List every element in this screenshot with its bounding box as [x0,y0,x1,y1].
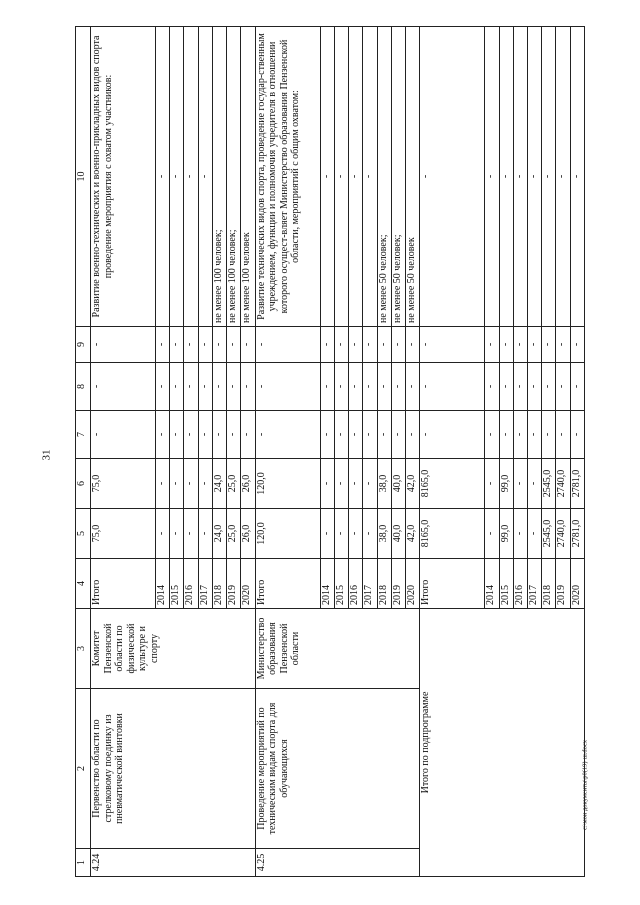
value-c7: - [542,411,556,459]
total-value-col-8: - [255,363,320,411]
year-cell: 2016 [184,559,198,609]
value-c8: - [556,363,570,411]
year-cell: 2016 [349,559,363,609]
year-cell: 2015 [499,559,513,609]
year-cell: 2014 [485,559,499,609]
value-c8: - [334,363,348,411]
value-c6: - [156,459,170,509]
value-c5: 24,0 [212,509,226,559]
value-c9: - [198,327,212,363]
value-c7: - [156,411,170,459]
value-c8: - [156,363,170,411]
value-c6: - [485,459,499,509]
activity-name: Проведение мероприятий по техническим видам спорта для обучающихся [255,689,420,849]
value-c9: - [170,327,184,363]
year-cell: 2014 [320,559,334,609]
result-note: - [363,27,377,327]
value-c8: - [570,363,584,411]
value-c7: - [527,411,541,459]
value-c7: - [499,411,513,459]
result-note: - [513,27,527,327]
value-c9: - [363,327,377,363]
value-c5: 42,0 [406,509,420,559]
value-c9: - [499,327,513,363]
value-c8: - [363,363,377,411]
value-c9: - [334,327,348,363]
year-cell: 2015 [170,559,184,609]
value-c8: - [320,363,334,411]
year-cell: 2018 [542,559,556,609]
result-note: - [499,27,513,327]
value-c7: - [212,411,226,459]
value-c9: - [485,327,499,363]
value-c5: - [363,509,377,559]
year-cell: 2020 [570,559,584,609]
value-c5: - [334,509,348,559]
value-c6: 25,0 [227,459,241,509]
header-col-5: 5 [76,509,91,559]
header-col-10: 10 [76,27,91,327]
value-c8: - [241,363,255,411]
value-c6: - [320,459,334,509]
value-c6: - [184,459,198,509]
value-c9: - [391,327,405,363]
value-c8: - [212,363,226,411]
value-c9: - [320,327,334,363]
header-col-4: 4 [76,559,91,609]
total-value-col-6: 8165,0 [420,459,485,509]
value-c6: - [334,459,348,509]
value-c8: - [499,363,513,411]
value-c7: - [363,411,377,459]
value-c6: 26,0 [241,459,255,509]
activities-table [75,26,585,877]
value-c6: - [513,459,527,509]
executor-name: Министерство образования Пензенской области [255,609,420,689]
year-cell: 2019 [391,559,405,609]
year-cell: 2017 [363,559,377,609]
subprogram-total-label: Итого по подпрограмме [420,609,585,877]
value-c5: - [320,509,334,559]
value-c7: - [556,411,570,459]
value-c8: - [349,363,363,411]
year-cell: 2016 [513,559,527,609]
total-value-col-9: - [255,327,320,363]
value-c9: - [527,327,541,363]
result-note: - [556,27,570,327]
result-note: - [527,27,541,327]
total-row [91,27,156,877]
total-value-col-6: 75,0 [91,459,156,509]
value-c8: - [527,363,541,411]
year-cell: 2019 [556,559,570,609]
value-c7: - [184,411,198,459]
value-c5: - [198,509,212,559]
total-value-col-9: - [420,327,485,363]
result-note: не менее 50 человек; [391,27,405,327]
total-value-col-9: - [91,327,156,363]
value-c9: - [156,327,170,363]
value-c6: 40,0 [391,459,405,509]
value-c5: 2740,0 [556,509,570,559]
value-c5: - [485,509,499,559]
executor-name: Комитет Пензенской области по физической культуре и спорту [91,609,256,689]
year-cell: 2020 [406,559,420,609]
value-c8: - [406,363,420,411]
value-c5: 25,0 [227,509,241,559]
value-c7: - [406,411,420,459]
header-col-6: 6 [76,459,91,509]
value-c7: - [334,411,348,459]
total-row [255,27,320,877]
value-c7: - [377,411,391,459]
result-note: - [334,27,348,327]
total-label-cell: Итого [255,559,320,609]
value-c7: - [241,411,255,459]
activity-name: Первенство области по стрелковому поединку из пневматической винтовки [91,689,256,849]
value-c5: - [513,509,527,559]
value-c5: 38,0 [377,509,391,559]
value-c5: 26,0 [241,509,255,559]
value-c7: - [349,411,363,459]
year-cell: 2015 [334,559,348,609]
total-value-col-7: - [91,411,156,459]
result-note: не менее 100 человек; [212,27,226,327]
value-c8: - [184,363,198,411]
header-col-2: 2 [76,689,91,849]
page-number: 31 [40,449,52,461]
header-col-9: 9 [76,327,91,363]
value-c9: - [513,327,527,363]
rotated-sheet [75,27,585,877]
value-c9: - [212,327,226,363]
value-c9: - [556,327,570,363]
footer-file-path: c:\мои документы\р0(19)-ш.docx [581,740,589,831]
value-c6: - [527,459,541,509]
total-row [420,27,485,877]
value-c6: - [363,459,377,509]
total-value-col-7: - [255,411,320,459]
landscape-content [75,27,585,877]
value-c7: - [485,411,499,459]
total-value-col-8: - [91,363,156,411]
value-c6: - [198,459,212,509]
value-c9: - [241,327,255,363]
value-c7: - [227,411,241,459]
value-c7: - [391,411,405,459]
total-label-cell: Итого [91,559,156,609]
result-description: Развитие технических видов спорта, проведение государ-ственным учреждением, функции и полномочия учредителя в отношении которого осущест-вляет Министерство образования Пензенской области, мероприятий с общим охватом: [255,27,320,327]
value-c9: - [570,327,584,363]
value-c8: - [227,363,241,411]
value-c7: - [513,411,527,459]
year-cell: 2014 [156,559,170,609]
value-c8: - [391,363,405,411]
activity-number: 4.24 [91,849,256,877]
value-c5: 40,0 [391,509,405,559]
value-c5: 2545,0 [542,509,556,559]
value-c8: - [513,363,527,411]
total-value-col-8: - [420,363,485,411]
value-c6: 2781,0 [570,459,584,509]
value-c6: 42,0 [406,459,420,509]
year-cell: 2017 [198,559,212,609]
value-c9: - [542,327,556,363]
year-cell: 2018 [212,559,226,609]
activity-number: 4.25 [255,849,420,877]
header-col-7: 7 [76,411,91,459]
value-c9: - [227,327,241,363]
total-value-col-5: 75,0 [91,509,156,559]
result-note: - [156,27,170,327]
total-value-col-6: 120,0 [255,459,320,509]
result-note: не менее 50 человек; [377,27,391,327]
value-c5: - [349,509,363,559]
total-label-cell: Итого [420,559,485,609]
value-c6: 2740,0 [556,459,570,509]
value-c6: 24,0 [212,459,226,509]
header-col-3: 3 [76,609,91,689]
result-note: не менее 100 человек [241,27,255,327]
value-c5: 2781,0 [570,509,584,559]
result-note: - [485,27,499,327]
value-c9: - [377,327,391,363]
year-cell: 2019 [227,559,241,609]
value-c8: - [542,363,556,411]
total-value-col-7: - [420,411,485,459]
value-c7: - [198,411,212,459]
value-c9: - [406,327,420,363]
header-col-1: 1 [76,849,91,877]
value-c6: - [170,459,184,509]
result-note: - [198,27,212,327]
value-c6: 38,0 [377,459,391,509]
value-c9: - [184,327,198,363]
value-c5: 99,0 [499,509,513,559]
result-description: Развитие военно-технических и военно-прикладных видов спорта проведение мероприятия с охватом участников: [91,27,156,327]
value-c8: - [377,363,391,411]
value-c8: - [198,363,212,411]
result-note: - [184,27,198,327]
year-cell: 2017 [527,559,541,609]
result-note: - [420,27,485,327]
value-c6: 2545,0 [542,459,556,509]
value-c5: - [156,509,170,559]
value-c6: - [349,459,363,509]
result-note: - [170,27,184,327]
value-c6: 99,0 [499,459,513,509]
header-col-8: 8 [76,363,91,411]
value-c5: - [527,509,541,559]
result-note: не менее 100 человек; [227,27,241,327]
value-c5: - [170,509,184,559]
result-note: - [570,27,584,327]
value-c8: - [170,363,184,411]
year-cell: 2020 [241,559,255,609]
result-note: не менее 50 человек [406,27,420,327]
result-note: - [542,27,556,327]
value-c8: - [485,363,499,411]
value-c5: - [184,509,198,559]
value-c7: - [170,411,184,459]
year-cell: 2018 [377,559,391,609]
result-note: - [349,27,363,327]
header-row [76,27,91,877]
total-value-col-5: 120,0 [255,509,320,559]
total-value-col-5: 8165,0 [420,509,485,559]
value-c9: - [349,327,363,363]
result-note: - [320,27,334,327]
value-c7: - [320,411,334,459]
value-c7: - [570,411,584,459]
